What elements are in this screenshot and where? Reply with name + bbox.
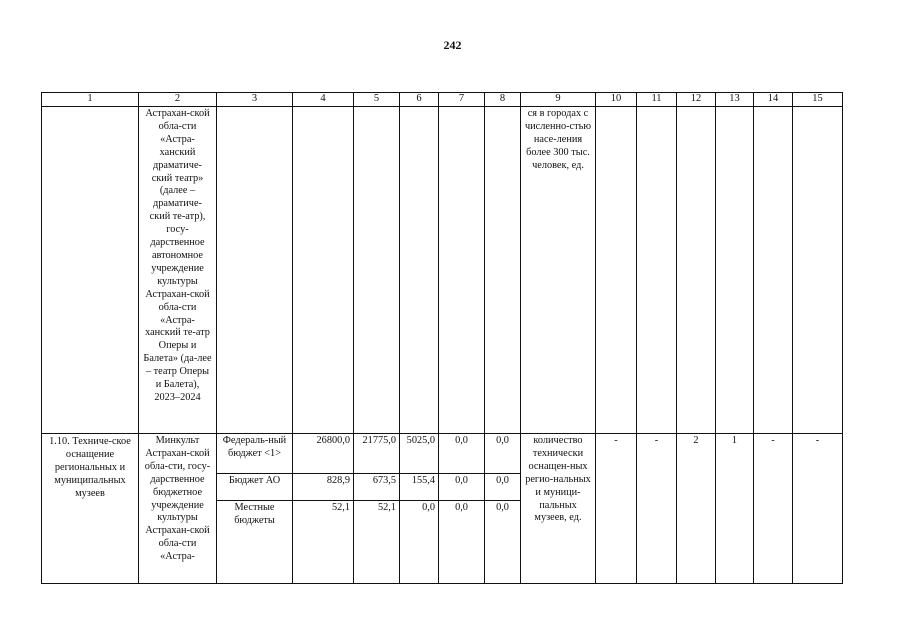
cell-empty <box>439 107 485 434</box>
continuation-row <box>42 107 843 434</box>
cell-empty <box>793 107 843 434</box>
funding-source-label: Местные бюджеты <box>217 501 293 584</box>
cell-empty <box>716 107 754 434</box>
header-cell: 13 <box>716 93 754 107</box>
header-cell: 2 <box>139 93 217 107</box>
value-col6: 0,0 <box>400 501 439 584</box>
cell-empty <box>400 107 439 434</box>
value-col4: 52,1 <box>293 501 354 584</box>
cell-empty <box>677 107 716 434</box>
value-col7: 0,0 <box>439 501 485 584</box>
value-col10: - <box>596 434 637 584</box>
value-col14: - <box>754 434 793 584</box>
program-table <box>41 92 843 584</box>
value-col5: 21775,0 <box>354 434 400 474</box>
value-col4: 828,9 <box>293 474 354 501</box>
header-cell: 14 <box>754 93 793 107</box>
header-cell: 8 <box>485 93 521 107</box>
header-cell: 9 <box>521 93 596 107</box>
header-cell: 4 <box>293 93 354 107</box>
cell-empty <box>754 107 793 434</box>
cell-empty <box>293 107 354 434</box>
value-col5: 673,5 <box>354 474 400 501</box>
value-col6: 155,4 <box>400 474 439 501</box>
header-cell: 11 <box>637 93 677 107</box>
measure-row <box>42 434 843 474</box>
responsible-executor: Минкульт Астрахан-ской обла-сти, госу-дарственное бюджетное учреждение культуры Астрахан-ской обла-сти «Астра- <box>139 434 217 584</box>
cell-empty <box>354 107 400 434</box>
indicator-text: количество технически оснащен-ных регио-нальных и муници-пальных музеев, ед. <box>521 434 596 584</box>
header-cell: 15 <box>793 93 843 107</box>
header-cell: 7 <box>439 93 485 107</box>
value-col8: 0,0 <box>485 434 521 474</box>
value-col5: 52,1 <box>354 501 400 584</box>
header-cell: 3 <box>217 93 293 107</box>
cell-empty <box>485 107 521 434</box>
value-col15: - <box>793 434 843 584</box>
value-col6: 5025,0 <box>400 434 439 474</box>
cell-empty <box>217 107 293 434</box>
cell-empty <box>596 107 637 434</box>
indicator-text: ся в городах с численно-стью насе-ления более 300 тыс. человек, ед. <box>521 107 596 434</box>
header-cell: 10 <box>596 93 637 107</box>
funding-source-label: Федераль-ный бюджет <1> <box>217 434 293 474</box>
header-cell: 5 <box>354 93 400 107</box>
value-col7: 0,0 <box>439 434 485 474</box>
funding-source-label: Бюджет АО <box>217 474 293 501</box>
header-cell: 12 <box>677 93 716 107</box>
measure-name: 1.10. Техниче-ское оснащение региональных и муниципальных музеев <box>42 434 139 584</box>
header-row <box>42 93 843 107</box>
value-col8: 0,0 <box>485 501 521 584</box>
responsible-executor-text: Астрахан-ской обла-сти «Астра-ханский драматиче-ский театр» (далее – драматиче-ский те-атр), госу-дарственное автономное учреждение культуры Астрахан-ской обла-сти «Астра-ханский те-атр Оперы и Балета» (да-лее – театр Оперы и Балета), 2023–2024 <box>139 107 217 434</box>
cell-empty <box>637 107 677 434</box>
value-col11: - <box>637 434 677 584</box>
header-cell: 6 <box>400 93 439 107</box>
page-number: 242 <box>443 38 462 52</box>
value-col8: 0,0 <box>485 474 521 501</box>
value-col4: 26800,0 <box>293 434 354 474</box>
header-cell: 1 <box>42 93 139 107</box>
cell-empty <box>42 107 139 434</box>
value-col7: 0,0 <box>439 474 485 501</box>
value-col13: 1 <box>716 434 754 584</box>
value-col12: 2 <box>677 434 716 584</box>
